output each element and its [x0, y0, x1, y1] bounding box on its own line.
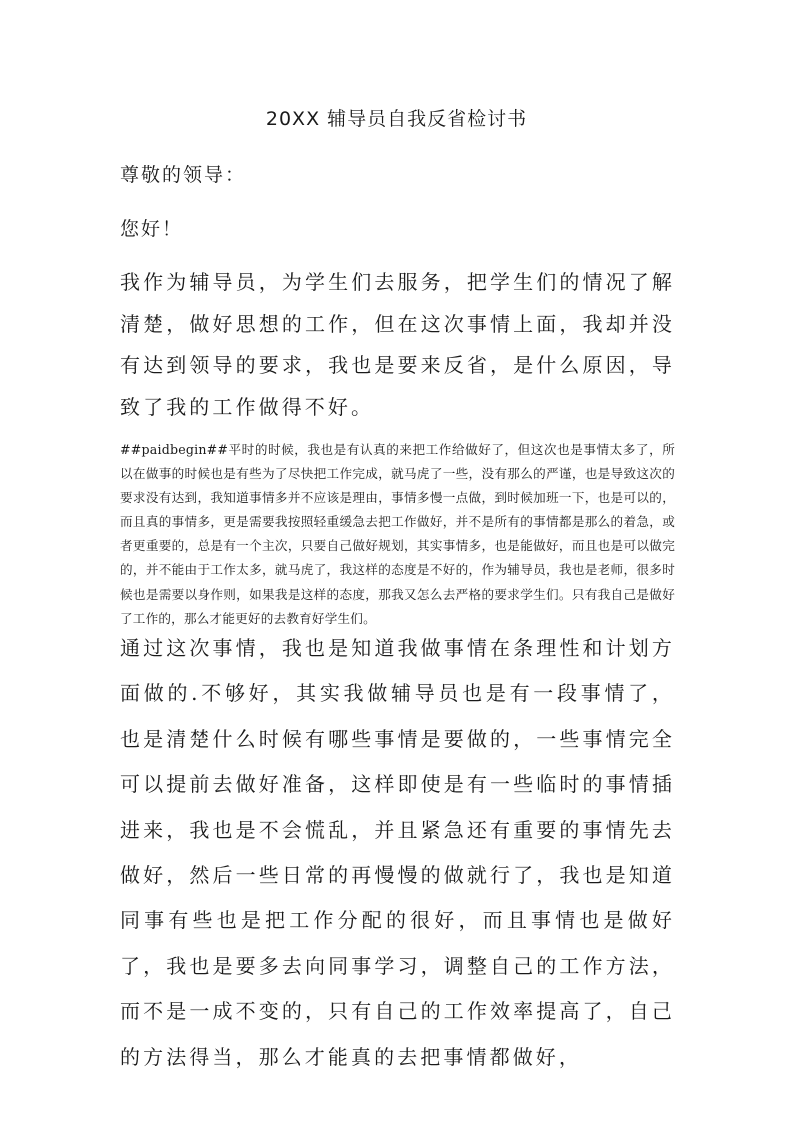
- salutation: 尊敬的领导：: [120, 164, 247, 186]
- document-title: 20XX 辅导员自我反省检讨书: [265, 108, 528, 130]
- greeting: 您好！: [120, 218, 184, 240]
- paragraph-2: ##paidbegin##平时的时候，我也是有认真的来把工作给做好了，但这次也是事情太多了，所以在做事的时候也是有些为了尽快把工作完成，就马虎了一些，没有那么的严谨，也是导致这次的要求没有达到，我知道事情多并不应该是理由，事情多慢一点做，到时候加班一下，也是可以的，而且真的事情多，更是需要我按照轻重缓急去把工作做好，并不是所有的事情都是那么的着急，或者更重要的，总是有一个主次，只要自己做好规划，其实事情多，也是能做好，而且也是可以做完的，并不能由于工作太多，就马虎了，我这样的态度是不好的，作为辅导员，我也是老师，很多时候也是需要以身作则，如果我是这样的态度，那我又怎么去严格的要求学生们。只有我自己是做好了工作的，那么才能更好的去教育好学生们。: [120, 442, 675, 626]
- paragraph-3: 通过这次事情，我也是知道我做事情在条理性和计划方面做的.不够好，其实我做辅导员也是有一段事情了，也是清楚什么时候有哪些事情是要做的，一些事情完全可以提前去做好准备，这样即使是有一些临时的事情插进来，我也是不会慌乱，并且紧急还有重要的事情先去做好，然后一些日常的再慢慢的做就行了，我也是知道同事有些也是把工作分配的很好，而且事情也是做好了，我也是要多去向同事学习，调整自己的工作方法，而不是一成不变的，只有自己的工作效率提高了，自己的方法得当，那么才能真的去把事情都做好，: [120, 636, 675, 1069]
- paragraph-1: 我作为辅导员，为学生们去服务，把学生们的情况了解清楚，做好思想的工作，但在这次事情上面，我却并没有达到领导的要求，我也是要来反省，是什么原因，导致了我的工作做得不好。: [120, 270, 675, 419]
